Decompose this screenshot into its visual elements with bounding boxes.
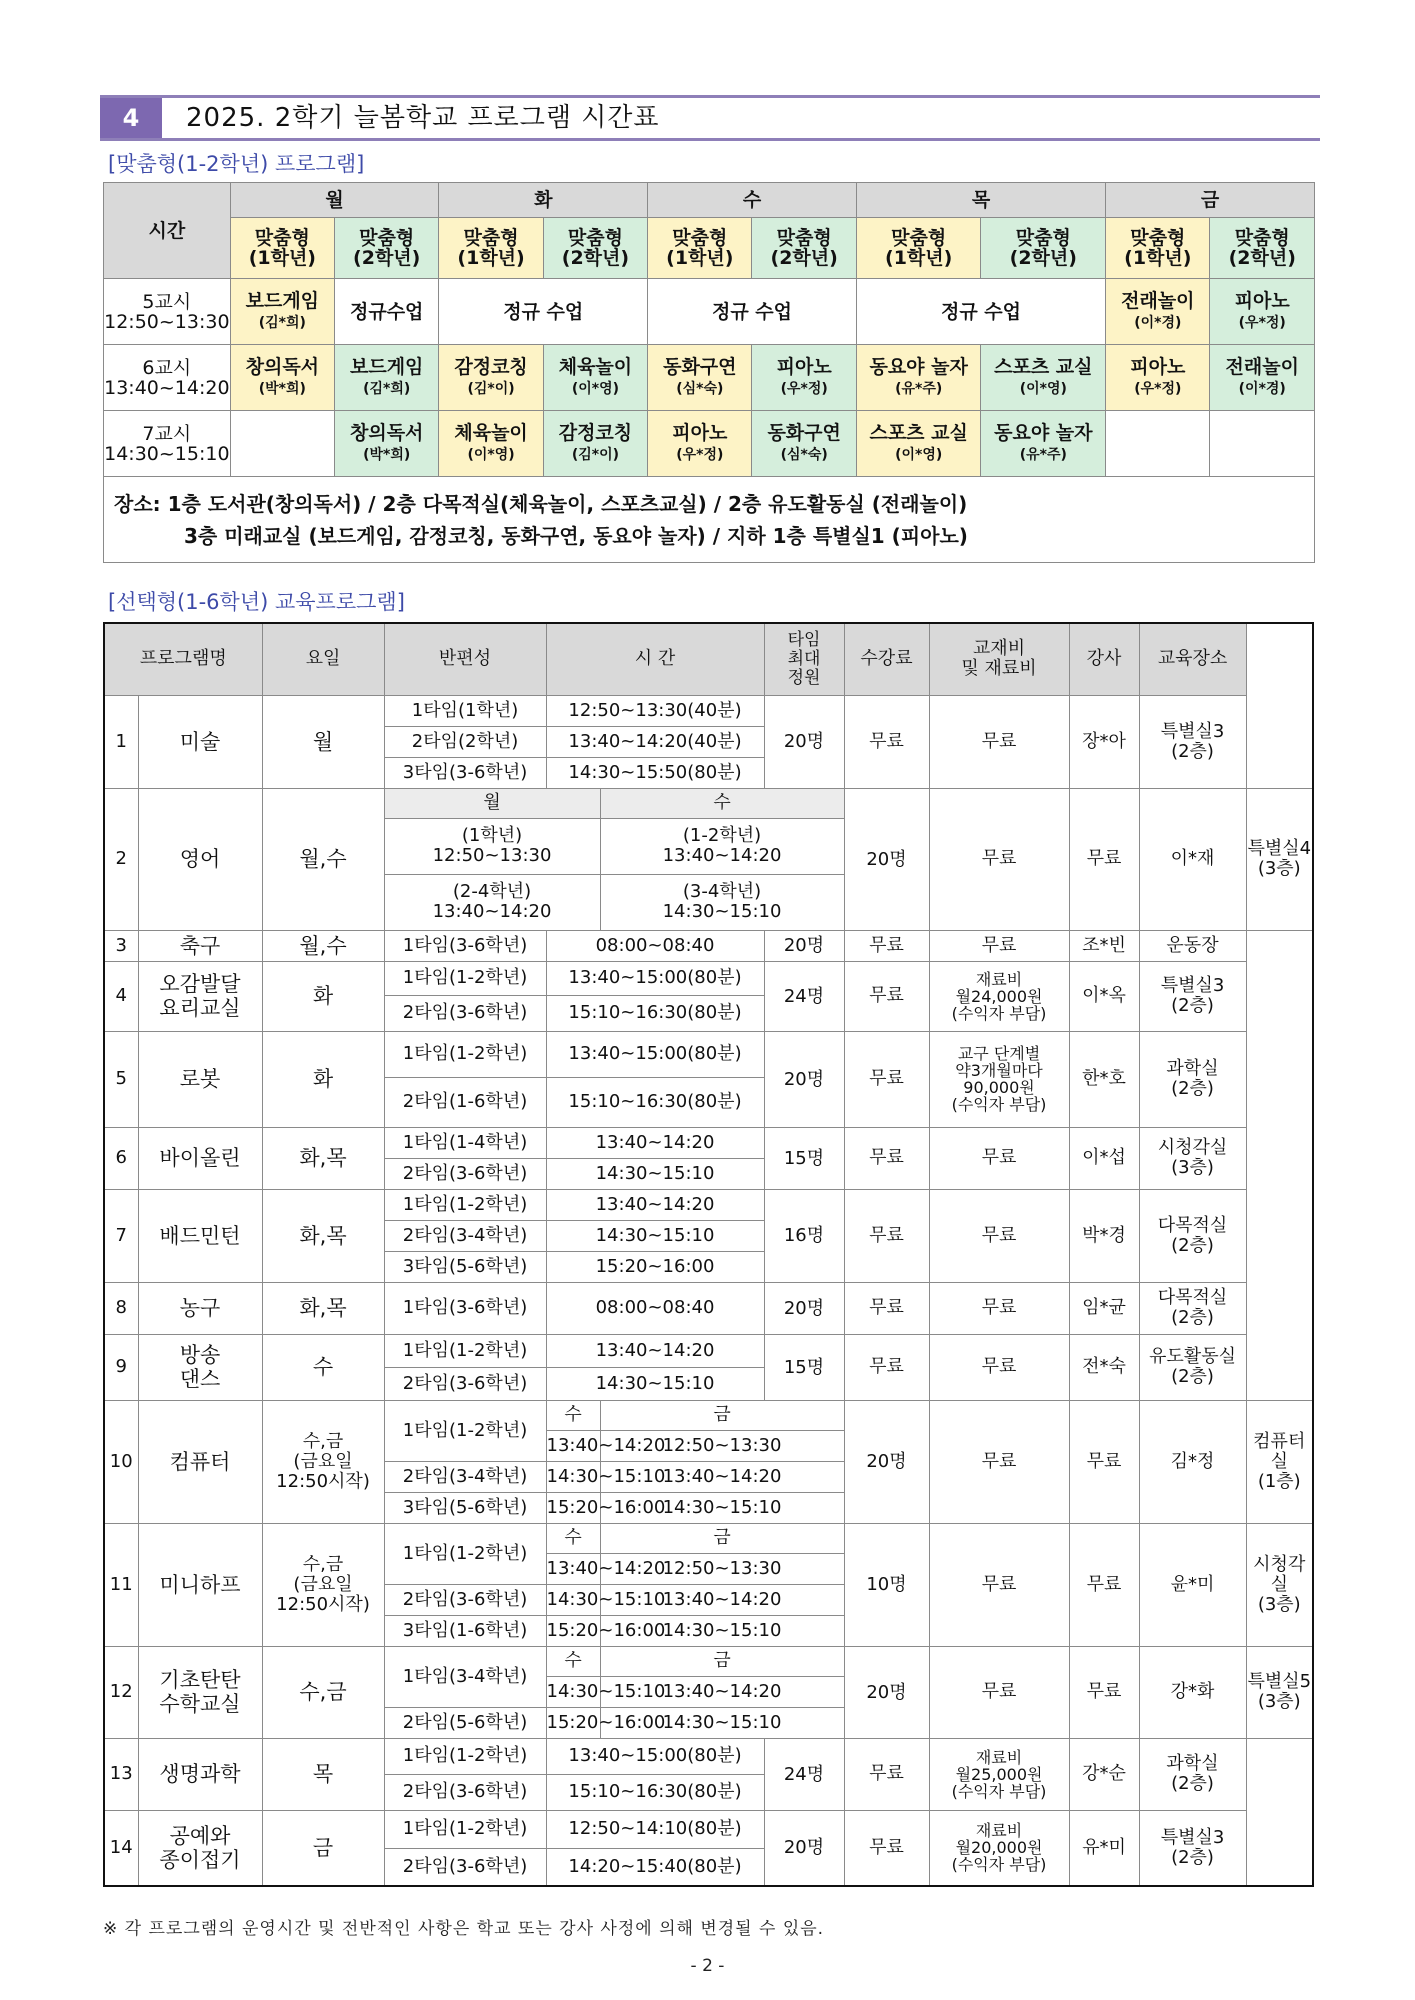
sub-day-header: 수 xyxy=(546,1646,600,1676)
section1-title: [맞춤형(1-2학년) 프로그램] xyxy=(108,152,365,176)
location: 다목적실 (2층) xyxy=(1139,1189,1246,1282)
grid-time-cell: (2-4학년) 13:40~14:20 xyxy=(384,874,600,930)
location: 특별실3 (2층) xyxy=(1139,695,1246,788)
regular-class-cell: 정규 수업 xyxy=(648,279,857,345)
session-group: 1타임(1-2학년) xyxy=(384,1810,546,1848)
tuition-fee: 무료 xyxy=(844,1738,929,1810)
session-time-b: 14:30~15:10 xyxy=(600,1615,844,1646)
section-number: 4 xyxy=(100,98,162,138)
program-name: 축구 xyxy=(138,930,262,961)
material-fee: 무료 xyxy=(929,1334,1069,1400)
session-time: 13:40~15:00(80분) xyxy=(546,1031,764,1077)
program-cell xyxy=(230,411,334,477)
program-cell: 체육놀이 (이*영) xyxy=(439,411,543,477)
location: 시청각실 (3층) xyxy=(1246,1523,1313,1646)
capacity: 24명 xyxy=(764,961,844,1031)
program-number: 11 xyxy=(104,1523,138,1646)
session-time: 08:00~08:40 xyxy=(546,930,764,961)
empty-cell xyxy=(1210,411,1315,477)
col-header: 반편성 xyxy=(384,623,546,695)
capacity: 20명 xyxy=(844,1646,929,1738)
capacity: 20명 xyxy=(844,1400,929,1523)
tuition-fee: 무료 xyxy=(844,961,929,1031)
program-number: 8 xyxy=(104,1282,138,1334)
col-header: 타임 최대 정원 xyxy=(764,623,844,695)
material-fee: 무료 xyxy=(1069,1646,1139,1738)
session-time-a: 13:40~14:20 xyxy=(546,1430,600,1461)
sub-day-header: 수 xyxy=(546,1523,600,1553)
location: 특별실3 (2층) xyxy=(1139,961,1246,1031)
material-fee: 무료 xyxy=(929,930,1069,961)
session-time-b: 14:30~15:10 xyxy=(600,1492,844,1523)
session-group: 2타임(3-4학년) xyxy=(384,1461,546,1492)
regular-class-cell: 정규 수업 xyxy=(439,279,648,345)
program-cell: 동요야 놀자 (유*주) xyxy=(856,345,981,411)
program-cell: 전래놀이 (이*경) xyxy=(1210,345,1315,411)
tuition-fee: 무료 xyxy=(844,930,929,961)
capacity: 20명 xyxy=(764,695,844,788)
program-cell: 피아노 (우*정) xyxy=(1106,345,1210,411)
session-time-b: 12:50~13:30 xyxy=(600,1430,844,1461)
session-time: 13:40~14:20 xyxy=(546,1334,764,1367)
session-group: 2타임(3-4학년) xyxy=(384,1220,546,1251)
program-day: 금 xyxy=(262,1810,384,1886)
teacher: 이*섭 xyxy=(1069,1127,1139,1189)
session-group: 2타임(3-6학년) xyxy=(384,995,546,1031)
day-header: 월 xyxy=(230,183,439,218)
session-group: 1타임(1-2학년) xyxy=(384,1189,546,1220)
tuition-fee: 무료 xyxy=(929,1646,1069,1738)
session-time: 13:40~15:00(80분) xyxy=(546,961,764,995)
session-time: 13:40~14:20(40분) xyxy=(546,726,764,757)
program-name: 미니하프 xyxy=(138,1523,262,1646)
tuition-fee: 무료 xyxy=(929,1400,1069,1523)
program-day: 수,금 (금요일 12:50시작) xyxy=(262,1400,384,1523)
col-header: 프로그램명 xyxy=(104,623,262,695)
material-fee: 무료 xyxy=(1069,788,1139,930)
teacher: 이*재 xyxy=(1139,788,1246,930)
session-group: 1타임(1학년) xyxy=(384,695,546,726)
location: 시청각실 (3층) xyxy=(1139,1127,1246,1189)
sub-day-header: 수 xyxy=(600,788,844,818)
program-number: 10 xyxy=(104,1400,138,1523)
tuition-fee: 무료 xyxy=(844,1282,929,1334)
program-cell: 창의독서 (박*희) xyxy=(335,411,439,477)
session-time: 14:30~15:10 xyxy=(546,1158,764,1189)
tuition-fee: 무료 xyxy=(844,1127,929,1189)
program-name: 농구 xyxy=(138,1282,262,1334)
footnote: ※ 각 프로그램의 운영시간 및 전반적인 사항은 학교 또는 강사 사정에 의해 변경될 수 있음. xyxy=(103,1919,825,1939)
session-group: 2타임(5-6학년) xyxy=(384,1707,546,1738)
session-group: 2타임(1-6학년) xyxy=(384,1077,546,1127)
program-cell: 동화구연 (심*숙) xyxy=(648,345,752,411)
session-time-b: 13:40~14:20 xyxy=(600,1584,844,1615)
tuition-fee: 무료 xyxy=(844,1810,929,1886)
session-time: 14:30~15:10 xyxy=(546,1367,764,1400)
program-number: 9 xyxy=(104,1334,138,1400)
capacity: 20명 xyxy=(844,788,929,930)
location: 과학실 (2층) xyxy=(1139,1738,1246,1810)
program-number: 2 xyxy=(104,788,138,930)
session-time-b: 13:40~14:20 xyxy=(600,1676,844,1707)
col-header: 수강료 xyxy=(844,623,929,695)
program-day: 월,수 xyxy=(262,930,384,961)
session-time: 14:30~15:50(80분) xyxy=(546,757,764,788)
sub-day-header: 금 xyxy=(600,1523,844,1553)
session-time: 15:10~16:30(80분) xyxy=(546,1774,764,1810)
period-cell: 7교시 14:30~15:10 xyxy=(104,411,231,477)
session-time-a: 15:20~16:00 xyxy=(546,1707,600,1738)
material-fee: 무료 xyxy=(929,1189,1069,1282)
day-header: 화 xyxy=(439,183,648,218)
program-day: 수,금 (금요일 12:50시작) xyxy=(262,1523,384,1646)
program-name: 컴퓨터 xyxy=(138,1400,262,1523)
col-header: 요일 xyxy=(262,623,384,695)
program-name: 방송 댄스 xyxy=(138,1334,262,1400)
program-cell: 전래놀이 (이*경) xyxy=(1106,279,1210,345)
session-group: 3타임(5-6학년) xyxy=(384,1492,546,1523)
grade1-kind: 맞춤형 (1학년) xyxy=(230,218,334,279)
session-time-b: 12:50~13:30 xyxy=(600,1553,844,1584)
location: 특별실5 (3층) xyxy=(1246,1646,1313,1738)
grade2-kind: 맞춤형 (2학년) xyxy=(543,218,647,279)
material-fee: 무료 xyxy=(929,1282,1069,1334)
session-group: 2타임(2학년) xyxy=(384,726,546,757)
program-cell: 체육놀이 (이*영) xyxy=(543,345,647,411)
tuition-fee: 무료 xyxy=(844,1031,929,1127)
capacity: 20명 xyxy=(764,1282,844,1334)
section-header xyxy=(100,95,1320,141)
program-number: 1 xyxy=(104,695,138,788)
capacity: 16명 xyxy=(764,1189,844,1282)
page-title: 2025. 2학기 늘봄학교 프로그램 시간표 xyxy=(186,103,660,133)
teacher: 한*호 xyxy=(1069,1031,1139,1127)
program-cell: 피아노 (우*정) xyxy=(648,411,752,477)
program-name: 기초탄탄 수학교실 xyxy=(138,1646,262,1738)
session-group: 2타임(3-6학년) xyxy=(384,1584,546,1615)
custom-program-timetable xyxy=(103,182,1315,563)
session-time-b: 13:40~14:20 xyxy=(600,1461,844,1492)
teacher: 강*화 xyxy=(1139,1646,1246,1738)
section2-title: [선택형(1-6학년) 교육프로그램] xyxy=(108,590,405,614)
program-number: 5 xyxy=(104,1031,138,1127)
grade1-kind: 맞춤형 (1학년) xyxy=(439,218,543,279)
col-header: 시 간 xyxy=(546,623,764,695)
program-cell: 피아노 (우*정) xyxy=(752,345,856,411)
tuition-fee: 무료 xyxy=(844,695,929,788)
material-fee: 재료비 월20,000원 (수익자 부담) xyxy=(929,1810,1069,1886)
session-group: 3타임(5-6학년) xyxy=(384,1251,546,1282)
program-day: 수 xyxy=(262,1334,384,1400)
program-number: 12 xyxy=(104,1646,138,1738)
session-time-a: 14:30~15:10 xyxy=(546,1584,600,1615)
location: 운동장 xyxy=(1139,930,1246,961)
regular-class-cell: 정규 수업 xyxy=(856,279,1105,345)
session-time: 13:40~14:20 xyxy=(546,1189,764,1220)
program-name: 배드민턴 xyxy=(138,1189,262,1282)
capacity: 15명 xyxy=(764,1334,844,1400)
session-time: 12:50~14:10(80분) xyxy=(546,1810,764,1848)
teacher: 강*순 xyxy=(1069,1738,1139,1810)
place-line-1: 장소: 1층 도서관(창의독서) / 2층 다목적실(체육놀이, 스포츠교실) / 2층 유도활동실 (전래놀이) xyxy=(114,491,968,516)
tuition-fee: 무료 xyxy=(844,1189,929,1282)
program-name: 바이올린 xyxy=(138,1127,262,1189)
teacher: 유*미 xyxy=(1069,1810,1139,1886)
material-fee: 무료 xyxy=(929,695,1069,788)
program-cell: 피아노 (우*정) xyxy=(1210,279,1315,345)
program-name: 공예와 종이접기 xyxy=(138,1810,262,1886)
grade1-kind: 맞춤형 (1학년) xyxy=(1106,218,1210,279)
program-day: 월 xyxy=(262,695,384,788)
session-time: 13:40~15:00(80분) xyxy=(546,1738,764,1774)
grade1-kind: 맞춤형 (1학년) xyxy=(648,218,752,279)
session-time: 14:20~15:40(80분) xyxy=(546,1848,764,1886)
session-group: 3타임(1-6학년) xyxy=(384,1615,546,1646)
session-time-a: 14:30~15:10 xyxy=(546,1461,600,1492)
col-header: 교재비 및 재료비 xyxy=(929,623,1069,695)
period-cell: 6교시 13:40~14:20 xyxy=(104,345,231,411)
capacity: 20명 xyxy=(764,1031,844,1127)
material-fee: 교구 단계별 약3개월마다 90,000원 (수익자 부담) xyxy=(929,1031,1069,1127)
program-day: 화,목 xyxy=(262,1282,384,1334)
session-group: 1타임(1-2학년) xyxy=(384,1031,546,1077)
program-name: 오감발달 요리교실 xyxy=(138,961,262,1031)
material-fee: 무료 xyxy=(1069,1400,1139,1523)
program-number: 7 xyxy=(104,1189,138,1282)
program-cell: 감정코칭 (김*이) xyxy=(543,411,647,477)
location: 특별실3 (2층) xyxy=(1139,1810,1246,1886)
program-number: 3 xyxy=(104,930,138,961)
program-cell: 동요야 놀자 (유*주) xyxy=(981,411,1106,477)
program-name: 영어 xyxy=(138,788,262,930)
capacity: 24명 xyxy=(764,1738,844,1810)
program-day: 목 xyxy=(262,1738,384,1810)
session-time-a: 15:20~16:00 xyxy=(546,1615,600,1646)
material-fee: 무료 xyxy=(929,1127,1069,1189)
program-cell: 스포츠 교실 (이*영) xyxy=(856,411,981,477)
day-header: 수 xyxy=(648,183,857,218)
session-group: 1타임(1-2학년) xyxy=(384,1334,546,1367)
grade1-kind: 맞춤형 (1학년) xyxy=(856,218,981,279)
program-cell: 감정코칭 (김*이) xyxy=(439,345,543,411)
day-header: 목 xyxy=(856,183,1105,218)
program-day: 수,금 xyxy=(262,1646,384,1738)
session-time: 08:00~08:40 xyxy=(546,1282,764,1334)
teacher: 장*아 xyxy=(1069,695,1139,788)
teacher: 임*균 xyxy=(1069,1282,1139,1334)
teacher: 전*숙 xyxy=(1069,1334,1139,1400)
session-group: 1타임(3-6학년) xyxy=(384,930,546,961)
elective-program-table xyxy=(103,622,1314,1887)
session-time: 15:10~16:30(80분) xyxy=(546,995,764,1031)
session-time-a: 13:40~14:20 xyxy=(546,1553,600,1584)
program-cell: 정규수업 xyxy=(335,279,439,345)
session-group: 3타임(3-6학년) xyxy=(384,757,546,788)
sub-day-header: 수 xyxy=(546,1400,600,1430)
material-fee: 재료비 월24,000원 (수익자 부담) xyxy=(929,961,1069,1031)
grade2-kind: 맞춤형 (2학년) xyxy=(335,218,439,279)
session-time-a: 15:20~16:00 xyxy=(546,1492,600,1523)
session-group: 2타임(3-6학년) xyxy=(384,1774,546,1810)
grade2-kind: 맞춤형 (2학년) xyxy=(981,218,1106,279)
capacity: 20명 xyxy=(764,1810,844,1886)
program-cell: 창의독서 (박*희) xyxy=(230,345,334,411)
program-name: 생명과학 xyxy=(138,1738,262,1810)
tuition-fee: 무료 xyxy=(929,788,1069,930)
session-group: 1타임(1-2학년) xyxy=(384,961,546,995)
session-time: 15:10~16:30(80분) xyxy=(546,1077,764,1127)
program-number: 14 xyxy=(104,1810,138,1886)
sub-day-header: 금 xyxy=(600,1400,844,1430)
program-name: 미술 xyxy=(138,695,262,788)
session-time: 15:20~16:00 xyxy=(546,1251,764,1282)
period-cell: 5교시 12:50~13:30 xyxy=(104,279,231,345)
empty-cell xyxy=(1106,411,1210,477)
program-cell: 보드게임 (김*희) xyxy=(230,279,334,345)
col-header: 교육장소 xyxy=(1139,623,1246,695)
tuition-fee: 무료 xyxy=(929,1523,1069,1646)
tuition-fee: 무료 xyxy=(844,1334,929,1400)
program-day: 화 xyxy=(262,1031,384,1127)
grid-time-cell: (1-2학년) 13:40~14:20 xyxy=(600,818,844,874)
session-time-b: 14:30~15:10 xyxy=(600,1707,844,1738)
session-group: 2타임(3-6학년) xyxy=(384,1367,546,1400)
program-cell: 스포츠 교실 (이*영) xyxy=(981,345,1106,411)
capacity: 10명 xyxy=(844,1523,929,1646)
program-day: 화,목 xyxy=(262,1127,384,1189)
session-group: 1타임(1-2학년) xyxy=(384,1400,546,1461)
col-header: 강사 xyxy=(1069,623,1139,695)
teacher: 김*정 xyxy=(1139,1400,1246,1523)
program-number: 4 xyxy=(104,961,138,1031)
session-group: 1타임(1-2학년) xyxy=(384,1523,546,1584)
session-group: 2타임(3-6학년) xyxy=(384,1848,546,1886)
program-number: 13 xyxy=(104,1738,138,1810)
place-line-2: 3층 미래교실 (보드게임, 감정코칭, 동화구연, 동요야 놀자) / 지하 1층 특별실1 (피아노) xyxy=(184,523,968,548)
teacher: 박*경 xyxy=(1069,1189,1139,1282)
session-group: 1타임(3-4학년) xyxy=(384,1646,546,1707)
location: 다목적실 (2층) xyxy=(1139,1282,1246,1334)
day-header: 금 xyxy=(1106,183,1315,218)
location: 유도활동실 (2층) xyxy=(1139,1334,1246,1400)
sub-day-header: 월 xyxy=(384,788,600,818)
session-time: 12:50~13:30(40분) xyxy=(546,695,764,726)
teacher: 윤*미 xyxy=(1139,1523,1246,1646)
session-time: 13:40~14:20 xyxy=(546,1127,764,1158)
grade2-kind: 맞춤형 (2학년) xyxy=(1210,218,1315,279)
session-time: 14:30~15:10 xyxy=(546,1220,764,1251)
capacity: 15명 xyxy=(764,1127,844,1189)
program-cell: 보드게임 (김*희) xyxy=(335,345,439,411)
program-day: 화,목 xyxy=(262,1189,384,1282)
material-fee: 재료비 월25,000원 (수익자 부담) xyxy=(929,1738,1069,1810)
time-header: 시간 xyxy=(104,183,231,279)
material-fee: 무료 xyxy=(1069,1523,1139,1646)
grid-time-cell: (3-4학년) 14:30~15:10 xyxy=(600,874,844,930)
program-day: 화 xyxy=(262,961,384,1031)
grade2-kind: 맞춤형 (2학년) xyxy=(752,218,856,279)
page-number: - 2 - xyxy=(690,1956,725,1976)
location: 컴퓨터실 (1층) xyxy=(1246,1400,1313,1523)
capacity: 20명 xyxy=(764,930,844,961)
session-group: 1타임(1-2학년) xyxy=(384,1738,546,1774)
program-day: 월,수 xyxy=(262,788,384,930)
session-time-a: 14:30~15:10 xyxy=(546,1676,600,1707)
teacher: 조*빈 xyxy=(1069,930,1139,961)
place-info xyxy=(104,477,1315,563)
session-group: 1타임(1-4학년) xyxy=(384,1127,546,1158)
program-name: 로봇 xyxy=(138,1031,262,1127)
teacher: 이*옥 xyxy=(1069,961,1139,1031)
program-cell: 동화구연 (심*숙) xyxy=(752,411,856,477)
location: 과학실 (2층) xyxy=(1139,1031,1246,1127)
grid-time-cell: (1학년) 12:50~13:30 xyxy=(384,818,600,874)
session-group: 1타임(3-6학년) xyxy=(384,1282,546,1334)
program-number: 6 xyxy=(104,1127,138,1189)
location: 특별실4 (3층) xyxy=(1246,788,1313,930)
sub-day-header: 금 xyxy=(600,1646,844,1676)
session-group: 2타임(3-6학년) xyxy=(384,1158,546,1189)
